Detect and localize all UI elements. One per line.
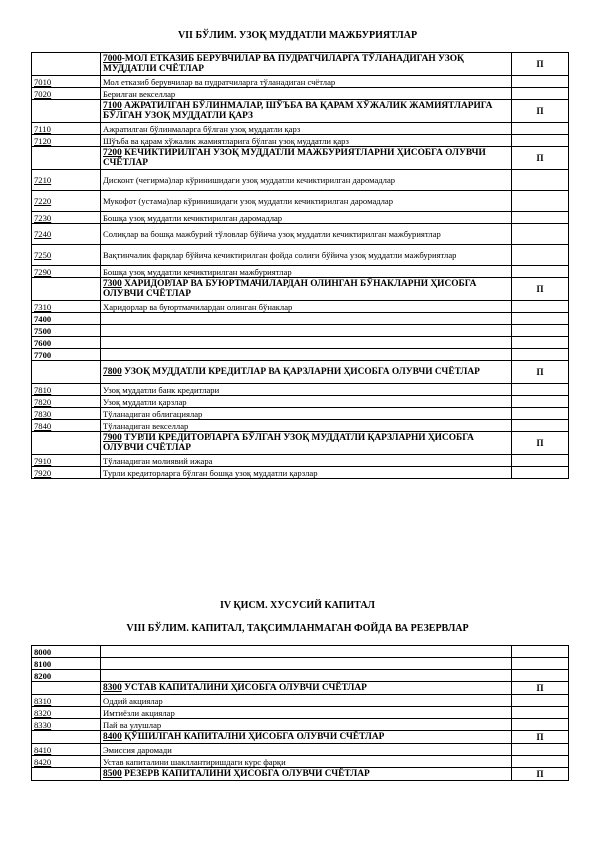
account-type-flag [512, 670, 569, 682]
account-code: 7210 [32, 170, 101, 191]
account-code: 7120 [32, 135, 101, 147]
account-type-flag [512, 707, 569, 719]
account-row [32, 88, 569, 100]
account-row [32, 301, 569, 313]
group-code: 8300 [103, 683, 122, 693]
account-type-flag [512, 396, 569, 408]
account-name [101, 658, 512, 670]
account-type-flag [512, 455, 569, 467]
account-code [32, 278, 101, 301]
account-row [32, 670, 569, 682]
account-row [32, 349, 569, 361]
account-type-flag: П [512, 278, 569, 301]
account-name [101, 349, 512, 361]
account-group-row [32, 100, 569, 123]
account-code: 8000 [32, 646, 101, 658]
group-code: 7900 [103, 432, 122, 443]
account-row [32, 313, 569, 325]
account-group-row [32, 278, 569, 301]
group-title: ХАРИДОРЛАР ВА БУЮРТМАЧИЛАРДАН ОЛИНГАН БЎНАКЛАРНИ ҲИСОБГА ОЛУВЧИ СЧЁТЛАР [103, 278, 477, 299]
account-type-flag: П [512, 361, 569, 384]
account-code: 7840 [32, 420, 101, 432]
account-code: 7240 [32, 224, 101, 245]
account-type-flag [512, 135, 569, 147]
account-code: 8100 [32, 658, 101, 670]
account-row [32, 170, 569, 191]
account-code: 7400 [32, 313, 101, 325]
account-group-row [32, 731, 569, 744]
account-type-flag [512, 245, 569, 266]
account-type-flag [512, 337, 569, 349]
account-group-row [32, 432, 569, 455]
account-name: Ажратилган бўлинмаларга бўлган узоқ муддатли қарз [101, 123, 512, 135]
account-name: Тўланадиган молиявий ижара [101, 455, 512, 467]
account-type-flag [512, 719, 569, 731]
group-code: 7100 [103, 100, 122, 111]
account-code: 7290 [32, 266, 101, 278]
account-name [101, 768, 512, 781]
account-type-flag: П [512, 100, 569, 123]
account-type-flag [512, 756, 569, 768]
account-name [101, 731, 512, 744]
account-name: Бошқа узоқ муддатли кечиктирилган даромадлар [101, 212, 512, 224]
account-name [101, 100, 512, 123]
account-row [32, 695, 569, 707]
account-type-flag: П [512, 147, 569, 170]
account-group-row [32, 147, 569, 170]
account-code: 8310 [32, 695, 101, 707]
account-code: 7220 [32, 191, 101, 212]
account-type-flag [512, 325, 569, 337]
account-group-row [32, 768, 569, 781]
accounts-table-section-vii [31, 52, 569, 479]
account-type-flag [512, 313, 569, 325]
account-row [32, 420, 569, 432]
account-type-flag [512, 301, 569, 313]
group-code: 8500 [103, 769, 122, 779]
account-code: 8320 [32, 707, 101, 719]
group-title: УЗОҚ МУДДАТЛИ КРЕДИТЛАР ВА ҚАРЗЛАРНИ ҲИСОБГА ОЛУВЧИ СЧЁТЛАР [121, 366, 480, 377]
account-type-flag [512, 123, 569, 135]
account-type-flag [512, 224, 569, 245]
account-name: Бошқа узоқ муддатли кечиктирилган мажбуриятлар [101, 266, 512, 278]
account-name: Солиқлар ва бошқа мажбурий тўловлар бўйича узоқ муддатли кечиктирилган мажбуриятлар [101, 224, 512, 245]
account-code [32, 53, 101, 76]
account-row [32, 408, 569, 420]
group-code: 8400 [103, 732, 122, 742]
account-type-flag [512, 420, 569, 432]
account-name: Мукофот (устама)лар кўринишидаги узоқ муддатли кечиктирилган даромадлар [101, 191, 512, 212]
account-code: 7910 [32, 455, 101, 467]
account-name: Вақтинчалик фарқлар бўйича кечиктирилган фойда солиғи бўйича узоқ муддатли мажбуриятлар [101, 245, 512, 266]
account-name [101, 147, 512, 170]
account-row [32, 719, 569, 731]
account-name: Тўланадиган векселлар [101, 420, 512, 432]
account-code: 8200 [32, 670, 101, 682]
account-group-row [32, 53, 569, 76]
account-name: Эмиссия даромади [101, 744, 512, 756]
group-code: 7200 [103, 147, 122, 158]
account-row [32, 212, 569, 224]
account-row [32, 337, 569, 349]
group-code: 7300 [103, 278, 122, 289]
account-row [32, 744, 569, 756]
account-code [32, 432, 101, 455]
account-row [32, 756, 569, 768]
account-code [32, 768, 101, 781]
group-title: ҚЎШИЛГАН КАПИТАЛНИ ҲИСОБГА ОЛУВЧИ СЧЁТЛАР [121, 732, 385, 742]
account-type-flag [512, 349, 569, 361]
account-type-flag [512, 744, 569, 756]
account-code: 7310 [32, 301, 101, 313]
account-name [101, 361, 512, 384]
account-row [32, 658, 569, 670]
account-type-flag [512, 658, 569, 670]
account-type-flag [512, 384, 569, 396]
account-row [32, 76, 569, 88]
account-type-flag [512, 646, 569, 658]
account-type-flag: П [512, 682, 569, 695]
account-name [101, 682, 512, 695]
account-code: 8420 [32, 756, 101, 768]
account-code [32, 361, 101, 384]
account-code: 7110 [32, 123, 101, 135]
account-name: Оддий акциялар [101, 695, 512, 707]
account-code: 7250 [32, 245, 101, 266]
section-title: VII БЎЛИМ. УЗОҚ МУДДАТЛИ МАЖБУРИЯТЛАР [177, 30, 418, 41]
account-type-flag [512, 266, 569, 278]
account-type-flag [512, 170, 569, 191]
account-type-flag: П [512, 432, 569, 455]
account-name: Тўланадиган облигациялар [101, 408, 512, 420]
account-name [101, 278, 512, 301]
account-code: 8330 [32, 719, 101, 731]
account-name: Харидорлар ва буюртмачилардан олинган бўнаклар [101, 301, 512, 313]
account-name: Дисконт (чегирма)лар кўринишидаги узоқ муддатли кечиктирилган даромадлар [101, 170, 512, 191]
account-row [32, 396, 569, 408]
account-name: Имтиёзли акциялар [101, 707, 512, 719]
account-code: 7820 [32, 396, 101, 408]
account-name: Узоқ муддатли банк кредитлари [101, 384, 512, 396]
accounts-table-section-viii [31, 645, 569, 781]
account-name: Устав капиталини шакллантиришдаги курс фарқи [101, 756, 512, 768]
account-type-flag [512, 695, 569, 707]
account-name: Мол етказиб берувчилар ва пудратчиларга тўланадиган счётлар [101, 76, 512, 88]
group-title: РЕЗЕРВ КАПИТАЛИНИ ҲИСОБГА ОЛУВЧИ СЧЁТЛАР [121, 769, 370, 779]
account-name: Шўъба ва қарам хўжалик жамиятларига бўлган узоқ муддатли қарз [101, 135, 512, 147]
account-code: 7700 [32, 349, 101, 361]
account-name: Пай ва улушлар [101, 719, 512, 731]
account-name [101, 337, 512, 349]
account-name [101, 432, 512, 455]
account-row [32, 646, 569, 658]
account-name [101, 53, 512, 76]
account-type-flag: П [512, 768, 569, 781]
account-code: 7020 [32, 88, 101, 100]
account-type-flag [512, 467, 569, 479]
account-name [101, 313, 512, 325]
account-row [32, 455, 569, 467]
account-row [32, 325, 569, 337]
account-type-flag [512, 76, 569, 88]
account-code: 7830 [32, 408, 101, 420]
account-code: 7230 [32, 212, 101, 224]
account-type-flag [512, 408, 569, 420]
account-row [32, 467, 569, 479]
group-title: УСТАВ КАПИТАЛИНИ ҲИСОБГА ОЛУВЧИ СЧЁТЛАР [121, 683, 367, 693]
account-group-row [32, 682, 569, 695]
account-row [32, 266, 569, 278]
account-code [32, 731, 101, 744]
account-code: 8410 [32, 744, 101, 756]
account-type-flag: П [512, 53, 569, 76]
account-row [32, 135, 569, 147]
account-code: 7810 [32, 384, 101, 396]
account-name [101, 670, 512, 682]
account-row [32, 224, 569, 245]
account-code [32, 682, 101, 695]
group-title: -МОЛ ЕТКАЗИБ БЕРУВЧИЛАР ВА ПУДРАТЧИЛАРГА ТЎЛАНАДИГАН УЗОҚ МУДДАТЛИ СЧЁТЛАР [103, 53, 464, 74]
group-title: ТУРЛИ КРЕДИТОРЛАРГА БЎЛГАН УЗОҚ МУДДАТЛИ ҚАРЗЛАРНИ ҲИСОБГА ОЛУВЧИ СЧЁТЛАР [103, 432, 474, 453]
group-title: АЖРАТИЛГАН БЎЛИНМАЛАР, ШЎЪБА ВА ҚАРАМ ХЎЖАЛИК ЖАМИЯТЛАРИГА БЎЛГАН УЗОҚ МУДДАТЛИ ҚАРЗ [103, 100, 493, 121]
account-code: 7920 [32, 467, 101, 479]
account-name: Турли кредиторларга бўлган бошқа узоқ муддатли қарзлар [101, 467, 512, 479]
group-code: 7000 [103, 53, 122, 64]
account-name [101, 646, 512, 658]
account-code: 7010 [32, 76, 101, 88]
account-row [32, 191, 569, 212]
group-code: 7800 [103, 366, 122, 377]
account-name [101, 325, 512, 337]
account-row [32, 707, 569, 719]
account-group-row [32, 361, 569, 384]
section-title: VIII БЎЛИМ. КАПИТАЛ, ТАҚСИМЛАНМАГАН ФОЙДА ВА РЕЗЕРВЛАР [126, 623, 469, 634]
account-type-flag [512, 88, 569, 100]
account-code [32, 147, 101, 170]
account-type-flag [512, 212, 569, 224]
part-title: IV ҚИСМ. ХУСУСИЙ КАПИТАЛ [219, 600, 375, 611]
account-code [32, 100, 101, 123]
group-title: КЕЧИКТИРИЛГАН УЗОҚ МУДДАТЛИ МАЖБУРИЯТЛАРНИ ҲИСОБГА ОЛУВЧИ СЧЁТЛАР [103, 147, 486, 168]
account-row [32, 384, 569, 396]
account-row [32, 123, 569, 135]
account-type-flag [512, 191, 569, 212]
account-name: Берилган векселлар [101, 88, 512, 100]
account-type-flag: П [512, 731, 569, 744]
account-code: 7500 [32, 325, 101, 337]
account-name: Узоқ муддатли қарзлар [101, 396, 512, 408]
account-code: 7600 [32, 337, 101, 349]
account-row [32, 245, 569, 266]
